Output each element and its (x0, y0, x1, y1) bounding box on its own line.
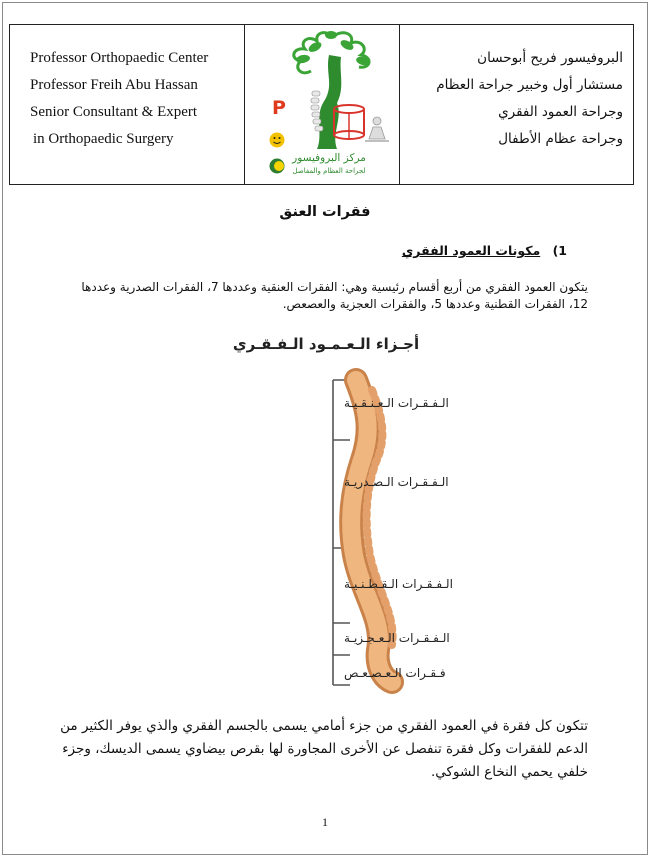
paragraph-vertebra-structure: تتكون كل فقرة في العمود الفقري من جزء أمامي يسمى بالجسم الفقري والذي يوفر الكثير من الدعم للفقرات وكل فقرة تنفصل عن الأخرى المجاورة لها بقرص بيضاوي يسمى الديسك، وجزء خلفي يحمي النخاع الشوكي. (60, 718, 588, 780)
paragraph-spine-parts: يتكون العمود الفقري من أربع أقسام رئيسية وهي: الفقرات العنقية وعددها 7، الفقرات الصدرية وعددها 12، الفقرات القطنية وعددها 5، والفقرات العجزية والعصعص. (81, 280, 588, 311)
english-line-1: Professor Orthopaedic Center (30, 50, 209, 66)
label-cervical: الـفـقـرات الـعـنـقـيـة (344, 396, 449, 410)
english-line-3: Senior Consultant & Expert (30, 104, 198, 120)
logo-letter-p: P (272, 97, 286, 119)
arabic-line-4: وجراحة عظام الأطفال (498, 131, 623, 147)
label-lumbar: الـفـقـرات الـقـطـنـيـة (344, 577, 453, 591)
arabic-line-1: البروفيسور فريح أبوحسان (477, 50, 623, 66)
label-sacral: الـفـقـرات الـعـجـزيـة (344, 631, 450, 645)
arabic-line-2: مستشار أول وخبير جراحة العظام (436, 77, 623, 93)
logo-text-line-2: لجراحة العظام والمفاصل (292, 167, 366, 175)
english-line-2: Professor Freih Abu Hassan (30, 77, 198, 93)
arabic-line-3: وجراحة العمود الفقري (498, 104, 623, 120)
figure-title: أجـزاء الـعـمـود الـفـقـري (232, 335, 420, 353)
section-title: مكونات العمود الفقري (401, 243, 541, 258)
logo-text-line-1: مركز البروفيسور (292, 152, 366, 164)
english-line-4: in Orthopaedic Surgery (33, 131, 174, 147)
label-thoracic: الـفـقـرات الـصـدريـة (344, 475, 449, 489)
page-number: 1 (322, 815, 328, 829)
section-number: 1) (552, 243, 567, 258)
label-coccyx: فـقـرات الـعـصـعـص (344, 666, 446, 680)
document-title: فقرات العنق (279, 204, 371, 220)
